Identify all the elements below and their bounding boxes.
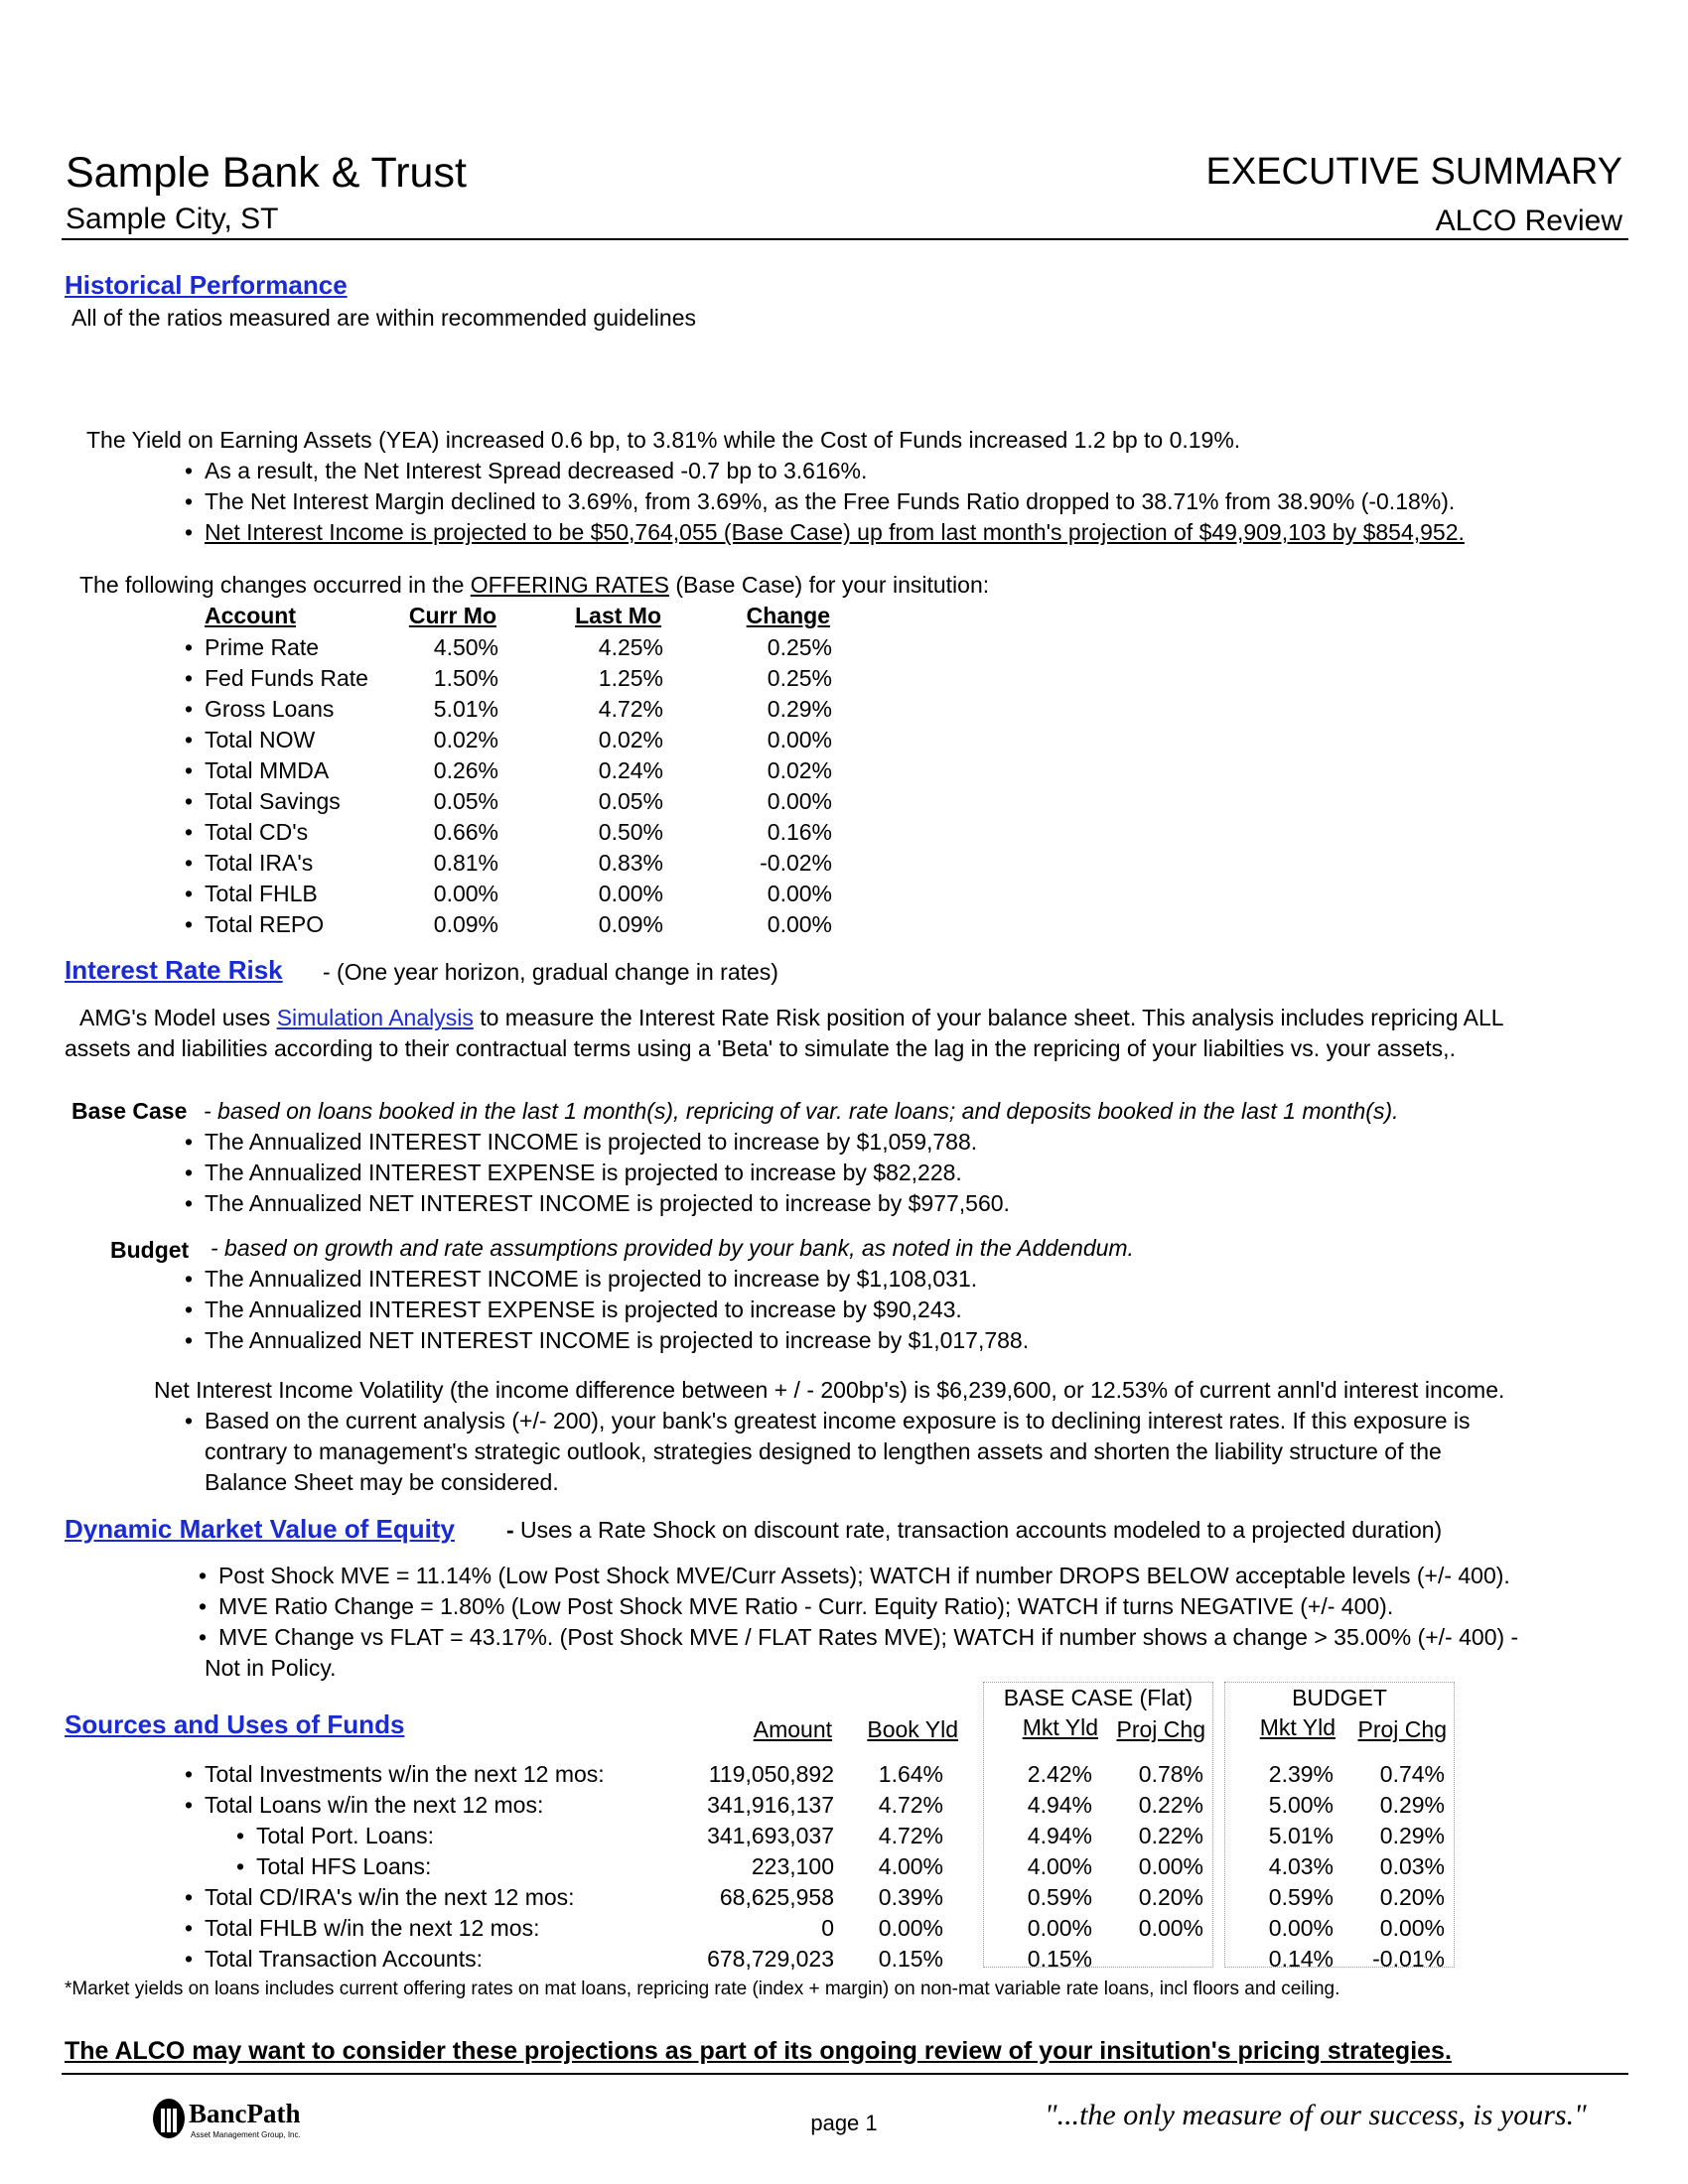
row-bud-chg: -0.01%	[1372, 1946, 1445, 1972]
row-bud-mkt: 0.59%	[1268, 1884, 1334, 1910]
row-label: • Total Investments w/in the next 12 mos:	[205, 1759, 605, 1789]
irr-subtitle: - (One year horizon, gradual change in rates)	[323, 959, 778, 985]
base-case-label: Base Case	[71, 1098, 188, 1124]
row-bud-mkt: 0.00%	[1268, 1915, 1334, 1941]
row-amount: 68,625,958	[719, 1884, 834, 1910]
mve-bullet-2: • MVE Ratio Change = 1.80% (Low Post Shock MVE Ratio - Curr. Equity Ratio); WATCH if turns NEGATIVE (+/- 400).	[218, 1591, 1393, 1621]
offering-intro-pre: The following changes occurred in the	[79, 572, 471, 598]
rates-change: 0.25%	[767, 634, 832, 660]
row-base-mkt: 0.00%	[1027, 1915, 1092, 1941]
rates-last: 0.09%	[598, 911, 663, 937]
rates-last: 1.25%	[598, 665, 663, 691]
rates-curr: 0.05%	[433, 788, 498, 814]
row-book-yld: 4.72%	[878, 1792, 943, 1818]
group-budget: BUDGET	[1292, 1685, 1387, 1710]
row-base-mkt: 2.42%	[1027, 1761, 1092, 1787]
row-book-yld: 0.39%	[878, 1884, 943, 1910]
row-label: • Total HFS Loans:	[256, 1851, 431, 1881]
rates-change: 0.00%	[767, 788, 832, 814]
row-amount: 119,050,892	[708, 1761, 834, 1787]
rates-last: 0.05%	[598, 788, 663, 814]
row-bud-chg: 0.74%	[1379, 1761, 1445, 1787]
base-case-desc: - based on loans booked in the last 1 month(s), repricing of var. rate loans; and deposits booked in the last 1 month(s).	[204, 1098, 1399, 1124]
irr-intro-line2: assets and liabilities according to their contractual terms using a 'Beta' to simulate the lag in the repricing of your liabilties vs. your assets,.	[65, 1035, 1456, 1061]
vol-bullet-line2: contrary to management's strategic outlook, strategies designed to lengthen assets and shorten the liability structure of the	[205, 1438, 1442, 1464]
page-number: page 1	[810, 2111, 878, 2135]
rates-curr: 5.01%	[433, 696, 498, 722]
row-base-chg: 0.00%	[1138, 1915, 1203, 1941]
historical-note: All of the ratios measured are within recommended guidelines	[71, 305, 696, 331]
col-bud-mkt-yld: Mkt Yld	[1259, 1714, 1336, 1740]
rates-header-change: Change	[746, 603, 830, 628]
col-base-proj-chg: Proj Chg	[1116, 1716, 1205, 1742]
row-book-yld: 1.64%	[878, 1761, 943, 1787]
rates-curr: 0.02%	[433, 727, 498, 752]
row-bud-chg: 0.03%	[1379, 1853, 1445, 1879]
rates-account: • Total REPO	[205, 909, 324, 939]
rates-curr: 0.66%	[433, 819, 498, 845]
rates-change: 0.25%	[767, 665, 832, 691]
rates-change: -0.02%	[760, 850, 832, 876]
rates-last: 0.02%	[598, 727, 663, 752]
rates-last: 4.72%	[598, 696, 663, 722]
row-bud-mkt: 2.39%	[1268, 1761, 1334, 1787]
logo-text: BancPath	[189, 2099, 301, 2128]
row-base-mkt: 0.15%	[1027, 1946, 1092, 1972]
simulation-analysis-link[interactable]: Simulation Analysis	[276, 1005, 474, 1030]
header-rule	[62, 238, 1628, 240]
bancpath-logo-icon	[151, 2097, 187, 2140]
rates-change: 0.16%	[767, 819, 832, 845]
vol-bullet-line3: Balance Sheet may be considered.	[205, 1469, 559, 1495]
mve-subtitle: Uses a Rate Shock on discount rate, transaction accounts modeled to a projected duration)	[520, 1517, 1443, 1543]
vol-bullet-line1: • Based on the current analysis (+/- 200), your bank's greatest income exposure is to declining interest rates. If this exposure is	[205, 1406, 1471, 1435]
rates-change: 0.29%	[767, 696, 832, 722]
budget-bullet-2: • The Annualized INTEREST EXPENSE is projected to increase by $90,243.	[205, 1295, 962, 1324]
row-bud-mkt: 4.03%	[1268, 1853, 1334, 1879]
row-amount: 678,729,023	[707, 1946, 834, 1972]
col-book-yld: Book Yld	[867, 1716, 958, 1742]
row-book-yld: 0.00%	[878, 1915, 943, 1941]
budget-bullet-3: • The Annualized NET INTEREST INCOME is projected to increase by $1,017,788.	[205, 1325, 1029, 1355]
rates-account: • Prime Rate	[205, 632, 319, 662]
row-label: • Total Loans w/in the next 12 mos:	[205, 1790, 543, 1820]
base-bullet-1: • The Annualized INTEREST INCOME is projected to increase by $1,059,788.	[205, 1127, 977, 1157]
rates-curr: 1.50%	[433, 665, 498, 691]
rates-header-account: Account	[205, 603, 296, 628]
offering-intro-post: (Base Case) for your insitution:	[669, 572, 990, 598]
bank-name: Sample Bank & Trust	[66, 149, 467, 197]
row-base-mkt: 4.94%	[1027, 1823, 1092, 1848]
row-label: • Total FHLB w/in the next 12 mos:	[205, 1913, 540, 1943]
row-label: • Total Port. Loans:	[256, 1821, 434, 1850]
offering-rates-link: OFFERING RATES	[470, 572, 669, 598]
base-bullet-3: • The Annualized NET INTEREST INCOME is projected to increase by $977,560.	[205, 1188, 1010, 1218]
doc-title: EXECUTIVE SUMMARY	[1205, 151, 1622, 193]
mve-dash: -	[506, 1517, 514, 1543]
row-label: • Total CD/IRA's w/in the next 12 mos:	[205, 1882, 575, 1912]
section-sources-title[interactable]: Sources and Uses of Funds	[65, 1709, 405, 1739]
mve-bullet-1: • Post Shock MVE = 11.14% (Low Post Shock MVE/Curr Assets); WATCH if number DROPS BELOW acceptable levels (+/- 400).	[218, 1561, 1510, 1590]
row-base-mkt: 4.00%	[1027, 1853, 1092, 1879]
rates-header-curr: Curr Mo	[408, 603, 496, 628]
irr-intro	[79, 1003, 1504, 1032]
rates-change: 0.00%	[767, 881, 832, 906]
nii-volatility: Net Interest Income Volatility (the income difference between + / - 200bp's) is $6,239,600, or 12.53% of current annl'd interest income.	[154, 1377, 1505, 1403]
hist-bullet-2: • The Net Interest Margin declined to 3.69%, from 3.69%, as the Free Funds Ratio dropped to 38.71% from 38.90% (-0.18%).	[205, 486, 1455, 516]
rates-change: 0.02%	[767, 757, 832, 783]
hist-bullet-3: • Net Interest Income is projected to be $50,764,055 (Base Case) up from last month's projection of $49,909,103 by $854,952.	[205, 517, 1465, 547]
logo-subtext: Asset Management Group, Inc.	[191, 2130, 301, 2139]
rates-account: • Fed Funds Rate	[205, 663, 368, 693]
rates-account: • Total FHLB	[205, 879, 318, 908]
row-base-chg: 0.22%	[1138, 1823, 1203, 1848]
footnote: *Market yields on loans includes current offering rates on mat loans, repricing rate (index + margin) on non-mat variable rate loans, incl floors and ceiling.	[65, 1979, 1340, 1999]
irr-intro-pre: AMG's Model uses	[79, 1005, 277, 1030]
rates-account: • Total IRA's	[205, 848, 313, 878]
section-historical-title[interactable]: Historical Performance	[65, 270, 348, 300]
row-amount: 0	[821, 1915, 834, 1941]
rates-curr: 0.00%	[433, 881, 498, 906]
rates-curr: 0.81%	[433, 850, 498, 876]
row-base-chg: 0.00%	[1138, 1853, 1203, 1879]
bancpath-logo	[151, 2097, 330, 2146]
rates-account: • Total CD's	[205, 817, 308, 847]
rates-curr: 0.26%	[433, 757, 498, 783]
col-bud-proj-chg: Proj Chg	[1357, 1716, 1447, 1742]
row-bud-mkt: 5.00%	[1268, 1792, 1334, 1818]
rates-change: 0.00%	[767, 727, 832, 752]
row-bud-mkt: 0.14%	[1268, 1946, 1334, 1972]
section-mve-title[interactable]: Dynamic Market Value of Equity	[65, 1514, 456, 1544]
base-bullet-2: • The Annualized INTEREST EXPENSE is projected to increase by $82,228.	[205, 1158, 962, 1187]
row-bud-mkt: 5.01%	[1268, 1823, 1334, 1848]
section-irr-title[interactable]: Interest Rate Risk	[65, 955, 283, 985]
mve-bullet-3-cont: Not in Policy.	[205, 1655, 337, 1681]
row-book-yld: 0.15%	[878, 1946, 943, 1972]
footer-rule	[62, 2073, 1628, 2075]
footer-tagline: "...the only measure of our success, is yours."	[1045, 2099, 1587, 2131]
group-base-case: BASE CASE (Flat)	[1003, 1685, 1194, 1710]
row-amount: 341,916,137	[707, 1792, 834, 1818]
budget-label: Budget	[110, 1237, 190, 1263]
col-amount: Amount	[753, 1716, 832, 1742]
mve-bullet-3: • MVE Change vs FLAT = 43.17%. (Post Shock MVE / FLAT Rates MVE); WATCH if number shows a change > 35.00% (+/- 400) -	[218, 1622, 1518, 1652]
row-base-mkt: 4.94%	[1027, 1792, 1092, 1818]
budget-desc: - based on growth and rate assumptions provided by your bank, as noted in the Addendum.	[211, 1235, 1134, 1261]
closing-statement: The ALCO may want to consider these projections as part of its ongoing review of your insitution's pricing strategies.	[65, 2037, 1452, 2065]
rates-account: • Gross Loans	[205, 694, 334, 724]
yea-line: The Yield on Earning Assets (YEA) increased 0.6 bp, to 3.81% while the Cost of Funds increased 1.2 bp to 0.19%.	[86, 427, 1241, 453]
rates-last: 4.25%	[598, 634, 663, 660]
rates-header-last: Last Mo	[575, 603, 661, 628]
rates-curr: 4.50%	[433, 634, 498, 660]
doc-subtitle: ALCO Review	[1435, 205, 1622, 237]
hist-bullet-1: • As a result, the Net Interest Spread decreased -0.7 bp to 3.616%.	[205, 456, 867, 485]
row-base-chg: 0.22%	[1138, 1792, 1203, 1818]
row-base-mkt: 0.59%	[1027, 1884, 1092, 1910]
row-amount: 341,693,037	[707, 1823, 834, 1848]
irr-intro-post: to measure the Interest Rate Risk position of your balance sheet. This analysis includes repricing ALL	[473, 1005, 1504, 1030]
bank-location: Sample City, ST	[66, 203, 279, 235]
row-bud-chg: 0.20%	[1379, 1884, 1445, 1910]
offering-intro	[79, 570, 989, 600]
col-base-mkt-yld: Mkt Yld	[1022, 1714, 1098, 1740]
budget-bullet-1: • The Annualized INTEREST INCOME is projected to increase by $1,108,031.	[205, 1264, 977, 1294]
rates-account: • Total NOW	[205, 725, 315, 754]
row-base-chg: 0.78%	[1138, 1761, 1203, 1787]
row-book-yld: 4.00%	[878, 1853, 943, 1879]
row-base-chg: 0.20%	[1138, 1884, 1203, 1910]
rates-curr: 0.09%	[433, 911, 498, 937]
row-book-yld: 4.72%	[878, 1823, 943, 1848]
rates-change: 0.00%	[767, 911, 832, 937]
row-amount: 223,100	[751, 1853, 834, 1879]
row-bud-chg: 0.29%	[1379, 1823, 1445, 1848]
rates-last: 0.50%	[598, 819, 663, 845]
row-label: • Total Transaction Accounts:	[205, 1944, 483, 1974]
rates-last: 0.83%	[598, 850, 663, 876]
row-bud-chg: 0.29%	[1379, 1792, 1445, 1818]
row-bud-chg: 0.00%	[1379, 1915, 1445, 1941]
rates-last: 0.00%	[598, 881, 663, 906]
rates-last: 0.24%	[598, 757, 663, 783]
rates-account: • Total Savings	[205, 786, 341, 816]
rates-account: • Total MMDA	[205, 755, 329, 785]
